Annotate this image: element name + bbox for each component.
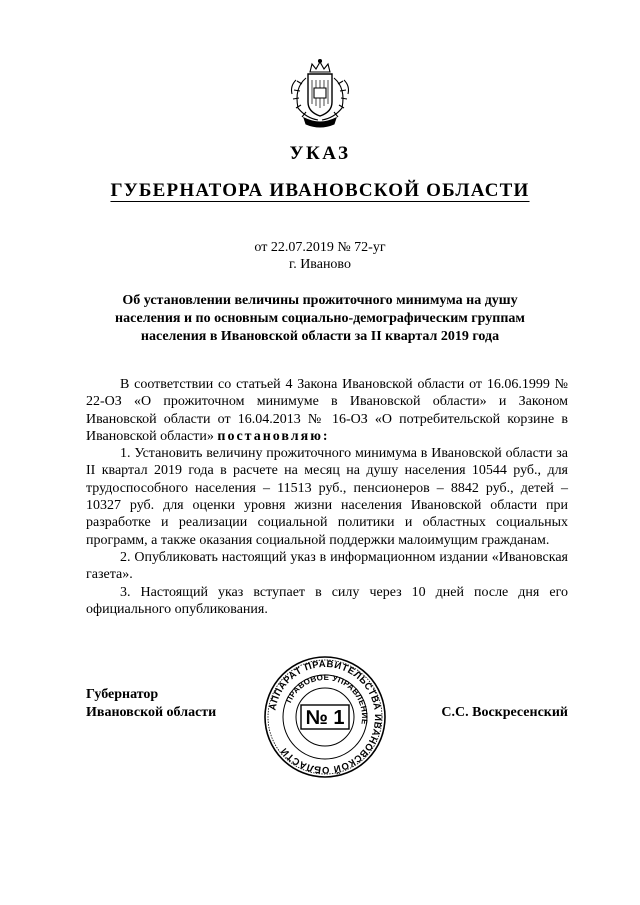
seal-outer-text: АППАРАТ ПРАВИТЕЛЬСТВА ИВАНОВСКОЙ ОБЛАСТИ (267, 658, 384, 776)
document-meta (0, 239, 640, 273)
item-3: 3. Настоящий указ вступает в силу через 10 дней после дня его официального опубликования. (86, 584, 568, 617)
document-type-title: УКАЗ (289, 143, 351, 164)
coat-of-arms-icon (288, 58, 352, 128)
city: г. Иваново (289, 257, 351, 272)
seal-number: № 1 (305, 707, 345, 729)
item-1: 1. Установить величину прожиточного минимума в Ивановской области за II квартал 2019 года в расчете на месяц на душу населения 10544 руб., для трудоспособного населения – 11513 руб., пенсионеров – 8842 руб., детей – 10327 руб. для оценки уровня жизни населения Ивановской области при разработке и реализации социальной политики и областных социальных программ, а также оказания социальной поддержки малоимущим гражданам. (86, 446, 568, 548)
issuer-title (0, 180, 640, 202)
decree-subject: Об установлении величины прожиточного минимума на душу населения и по основным социально-демографическим группам населения в Ивановской области за II квартал 2019 года (115, 293, 525, 344)
position-line-2: Ивановской области (86, 705, 217, 720)
item-2: 2. Опубликовать настоящий указ в информационном издании «Ивановская газета». (86, 549, 568, 583)
preamble-paragraph (86, 376, 568, 445)
decree-word: постановляю: (217, 428, 330, 444)
seal-inner-text: ПРАВОВОЕ УПРАВЛЕНИЕ (284, 672, 370, 726)
issuer-title-text: ГУБЕРНАТОРА ИВАНОВСКОЙ ОБЛАСТИ (110, 180, 530, 201)
signatory-name: С.С. Воскресенский (441, 705, 568, 720)
official-seal (263, 655, 387, 779)
preamble-text: В соответствии со статьей 4 Закона Ивановской области от 16.06.1999 № 22-ОЗ «О прожиточном минимуме в Ивановской области» и Законом Ивановской области от 16.04.2013 № 16-ОЗ «О потребительской корзине в Ивановской области» (86, 377, 568, 444)
position-line-1: Губернатор (86, 687, 159, 702)
decree-body (86, 376, 568, 618)
date-number: от 22.07.2019 № 72-уг (254, 240, 386, 255)
signatory-position (86, 686, 216, 722)
